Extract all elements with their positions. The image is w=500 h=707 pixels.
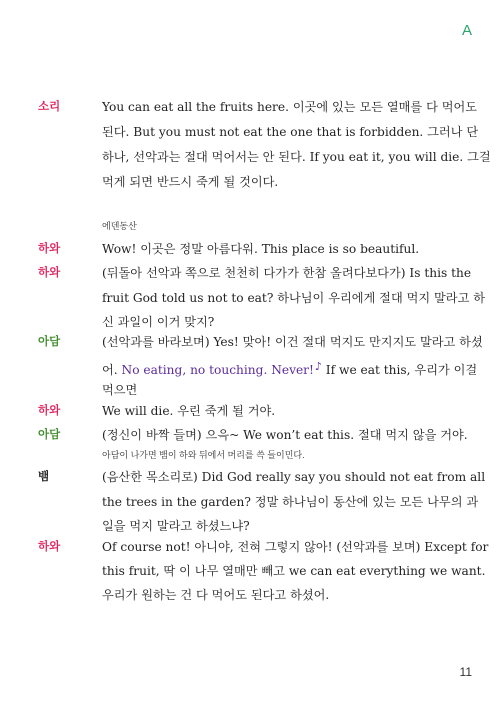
dialogue-line: 먹으면 bbox=[102, 383, 138, 397]
dialogue-line: fruit God told us not to eat? 하나님이 우리에게 절대 먹지 말라고 하 bbox=[102, 291, 485, 305]
line-text: If we eat this, 우리가 이걸 bbox=[321, 363, 478, 377]
dialogue-line: Of course not! 아니야, 전혀 그렇지 않아! (선악과를 보며) Except for bbox=[102, 540, 489, 554]
dialogue-line bbox=[102, 357, 478, 380]
line-text: 어. bbox=[102, 363, 122, 377]
speaker-snake: 뱀 bbox=[38, 471, 50, 483]
speaker-eve: 하와 bbox=[38, 541, 61, 553]
dialogue-line: We will die. 우린 죽게 될 거야. bbox=[102, 404, 276, 418]
dialogue-line: 신 과일이 이거 맞지? bbox=[102, 315, 215, 329]
dialogue-line: You can eat all the fruits here. 이곳에 있는 모든 열매를 다 먹어도 bbox=[102, 100, 478, 114]
dialogue-line: (음산한 목소리로) Did God really say you should not eat from all bbox=[102, 470, 486, 484]
dialogue-line: (선악과를 바라보며) Yes! 맞아! 이건 절대 먹지도 만지지도 말라고 하셨 bbox=[102, 335, 483, 349]
section-label: A bbox=[461, 22, 472, 39]
speaker-adam: 아담 bbox=[38, 336, 61, 348]
speaker-eve: 하와 bbox=[38, 405, 61, 417]
speaker-eve: 하와 bbox=[38, 267, 61, 279]
dialogue-line: the trees in the garden? 정말 하나님이 동산에 있는 모든 나무의 과 bbox=[102, 495, 479, 509]
dialogue-line: 먹게 되면 반드시 죽게 될 것이다. bbox=[102, 175, 279, 189]
dialogue-line: (뒤돌아 선악과 쪽으로 천천히 다가가 한참 올려다보다가) Is this the bbox=[102, 266, 472, 280]
dialogue-line: 하나, 선악과는 절대 먹어서는 안 된다. If you eat it, you will die. 그걸 bbox=[102, 150, 491, 164]
dialogue-line: this fruit, 딱 이 나무 열매만 빼고 we can eat everything we want. bbox=[102, 564, 486, 578]
dialogue-line: 우리가 원하는 건 다 먹어도 된다고 하셨어. bbox=[102, 588, 330, 602]
speaker-sori: 소리 bbox=[38, 101, 61, 113]
dialogue-line: Wow! 이곳은 정말 아름다워. This place is so beautiful. bbox=[102, 242, 420, 256]
stage-note: 아담이 나가면 뱀이 하와 뒤에서 머리를 쓱 들이민다. bbox=[102, 450, 305, 460]
scene-note: 에덴동산 bbox=[102, 221, 137, 231]
music-note-icon: ♪ bbox=[314, 360, 322, 373]
dialogue-line: (정신이 바짝 들며) 으윽~ We won’t eat this. 절대 먹지 않을 거야. bbox=[102, 428, 468, 442]
dialogue-line: 일을 먹지 말라고 하셨느냐? bbox=[102, 519, 250, 533]
dialogue-line: 된다. But you must not eat the one that is forbidden. 그러나 단 bbox=[102, 125, 479, 139]
speaker-eve: 하와 bbox=[38, 243, 61, 255]
speaker-adam: 아담 bbox=[38, 429, 61, 441]
emphasis-text: No eating, no touching. Never! bbox=[121, 363, 314, 377]
page-number: 11 bbox=[459, 665, 472, 679]
